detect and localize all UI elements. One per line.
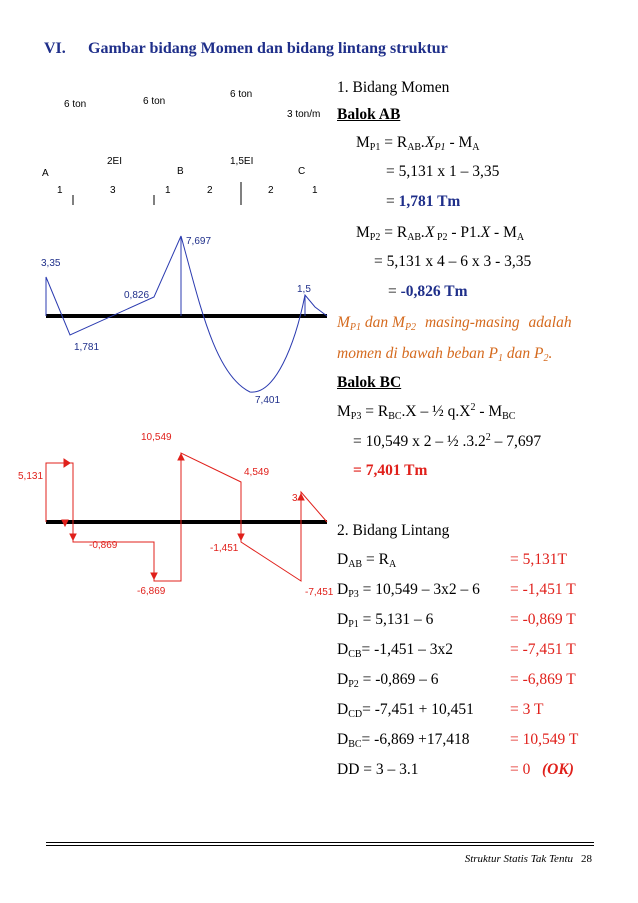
span-label: 1 [165,185,171,196]
shear-label-p3: -1,451 [210,543,239,554]
shear-row-expr: $D_{BC}= -6,869 +17,418$ [337,731,470,750]
mp1-formula: $M_{P1} = R_{AB}.X_{P1} - M_A$ [356,134,480,153]
heading-text: Gambar bidang Momen dan bidang lintang struktur [88,40,448,57]
shear-row-value: = 10,549 T [510,731,579,748]
shear-label-bc: 4,549 [244,467,270,478]
mp2-calculation: = 5,131 x 4 – 6 x 3 - 3,35 [374,253,532,270]
shear-diagram [0,430,335,605]
shear-row-value: = -7,451 T [510,641,576,658]
moment-label-p1: 1,781 [74,342,100,353]
mp3-result: = 7,401 Tm [353,462,428,479]
load-label-p2: 6 ton [143,96,166,107]
span-label: 1 [57,185,63,196]
moment-label-b: 7,697 [186,236,212,247]
mp2-formula: $M_{P2} = R_{AB}.X$ $_{P2} - P1.X - M_A$ [356,224,525,243]
moment-label-c: 1,5 [297,284,311,295]
moment-note-line2: momen di bawah beban $P_1$ dan $P_2$. [337,345,553,364]
moment-diagram [0,225,335,420]
span-label: 3 [110,185,116,196]
shear-label-a: 5,131 [18,471,44,482]
point-load-arrow [150,195,158,205]
point-load-arrow [237,182,245,205]
shear-polyline [46,453,327,581]
mp3-calculation: = 10,549 x 2 – ½ .3.2$^2$ – 7,697 [353,432,542,450]
mp1-calculation: = 5,131 x 1 – 3,35 [386,163,500,180]
footer-rule [46,842,594,843]
shear-row-expr: DD = 3 – 3.1 [337,761,419,778]
shear-section-title: 2. Bidang Lintang [337,522,450,539]
shear-row-value: = 5,131T [510,551,567,568]
mp1-result: = 1,781 Tm [386,193,461,210]
section-heading [44,40,448,58]
stiffness-label-ab: 2EI [107,156,123,167]
moment-section-title: 1. Bidang Momen [337,79,450,96]
shear-baseline [46,520,327,524]
shear-row-expr: $D_{CD}= -7,451 + 10,451$ [337,701,474,720]
stiffness-label-bc: 1,5EI [230,156,254,167]
shear-row-expr: $D_{CB}= -1,451 - 3x2$ [337,641,453,660]
span-label: 1 [312,185,318,196]
moment-baseline [46,314,327,318]
shear-row-value: = -1,451 T [510,581,576,598]
support-label-c: C [298,166,306,177]
moment-label-p2: 0,826 [124,290,150,301]
shear-row-expr: $D_{P1} = 5,131 - 6$ [337,611,434,630]
shear-label-cb: -7,451 [305,587,334,598]
shear-row-value: = -6,869 T [510,671,576,688]
load-label-q: 3 ton/m [287,109,321,120]
shear-row-expr: $D_{P3} = 10,549 - 3x2 - 6$ [337,581,480,600]
shear-label-p1: -0,869 [89,540,118,551]
mp3-formula: $M_{P3} = R_{BC}.X$ – ½ $q.X^2 - M_{BC}$ [337,402,516,422]
mp2-result: = -0,826 Tm [388,283,468,300]
support-label-a: A [42,168,49,179]
span-label: 2 [207,185,213,196]
heading-number: VI. [44,40,66,57]
beam-bc-title: Balok BC [337,374,402,391]
moment-label-p3: 7,401 [255,395,281,406]
footer-title: Struktur Statis Tak Tentu [464,853,573,865]
beam-ab-title: Balok AB [337,106,401,123]
footer-rule [46,845,594,846]
shear-row-value: = -0,869 T [510,611,576,628]
shear-label-b: 10,549 [141,432,172,443]
shear-row-expr: $D_{AB} = R_A$ [337,551,397,570]
load-label-p3: 6 ton [230,89,253,100]
shear-label-cd: 3 [292,493,298,504]
load-label-p1: 6 ton [64,99,87,110]
support-label-b: B [177,166,184,177]
shear-label-p2: -6,869 [137,586,166,597]
shear-row-expr: $D_{P2} = -0,869 - 6$ [337,671,439,690]
moment-curve-ab [46,236,181,335]
page-number: 28 [581,853,592,865]
page-footer [465,853,592,865]
shear-row-value: = 3 T [510,701,544,718]
moment-label-a: 3,35 [41,258,61,269]
span-label: 2 [268,185,274,196]
shear-row-value: = 0 (OK) [510,761,574,778]
point-load-arrow [69,195,77,205]
moment-note-line1: $M_{P1}$ dan $M_{P2}$ masing-masing adalah [337,314,572,333]
